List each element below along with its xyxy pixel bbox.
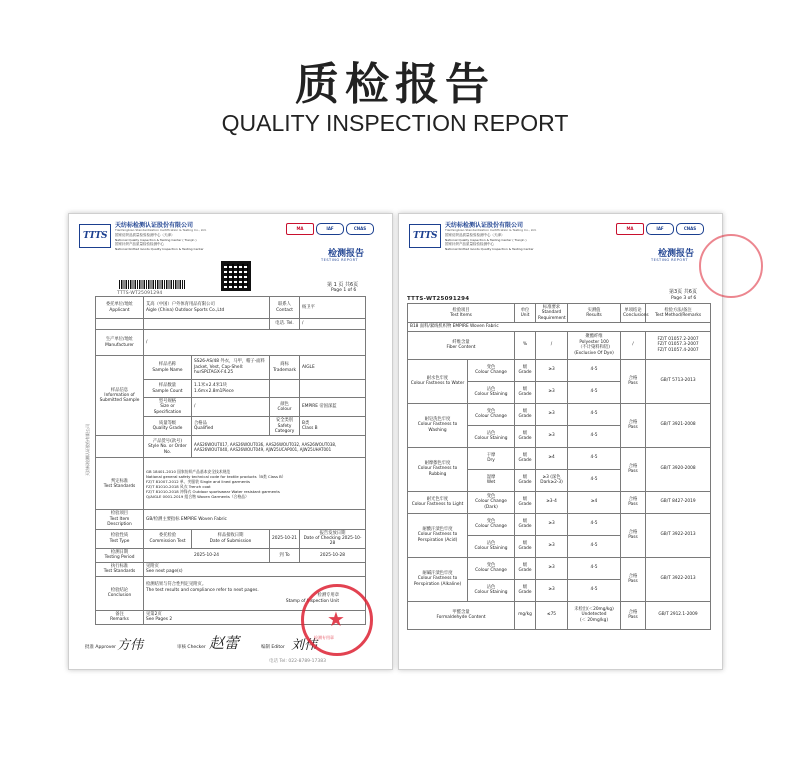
cell-unit: 级 Grade [515, 469, 536, 491]
style-no-label: 产品货号(款号) Style No. or Order No. [144, 436, 192, 458]
tel-label: 电话. Tel. [270, 319, 300, 330]
testing-period-to: 2025-10-28 [300, 548, 366, 562]
colour-value: EMPIRE 帝国深蓝 [300, 398, 366, 417]
accreditation-badges [616, 223, 702, 235]
col-results: 实测值 Results [568, 304, 621, 323]
contact-label: 联系人 Contact [270, 297, 300, 319]
manufacturer-label: 生产单位/地址 Manufacturer [96, 330, 144, 356]
cell-item: 纤维含量 Fiber Content [408, 331, 515, 359]
qr-code-pattern [224, 264, 248, 288]
cell-method: GB/T 3920-2008 [646, 447, 711, 491]
approver-signature: 方伟 [117, 638, 144, 653]
cell-result: 4-5 [568, 469, 621, 491]
cell-sub: 变色 Colour Change [468, 513, 515, 535]
testing-report-title: 检测报告 [657, 249, 694, 259]
testing-report-subtitle: TESTING REPORT [650, 258, 688, 262]
date-of-checking [300, 529, 366, 548]
hero-subtitle: QUALITY INSPECTION REPORT [221, 110, 569, 136]
cell-concl: 合格 Pass [621, 513, 646, 557]
cell-sub: 沾色 Colour Staining [468, 425, 515, 447]
cell-method: GB/T 8427-2019 [646, 491, 711, 513]
date-of-checking-label: 报告发放日期 Date of Checking [303, 530, 346, 542]
sample-count-value: 1.1米×2.4米1块 1.6m×2.8m1Piece [192, 380, 270, 398]
contact-value: 杨卫平 [300, 297, 366, 319]
cell-unit: 级 Grade [515, 425, 536, 447]
cell-result: 4-5 [568, 557, 621, 579]
exec-standards-value: 见附页 See next page(s) [144, 562, 366, 576]
cell-result: 4-5 [568, 447, 621, 469]
cell-concl: / [621, 331, 646, 359]
size-label: 型号规格 Size or Specification [144, 398, 192, 417]
cell-req: ≥3 [536, 403, 568, 425]
cell-item: 耐光色牢度 Colour Fastness to Light [408, 491, 468, 513]
test-item-value: GB/检测主要指标 EMPIRE Woven Fabric [144, 510, 366, 529]
org-line-1: 国家纺织品质量检验检测中心（天津） [115, 233, 175, 237]
report-number: TTTS-WT25091294 [407, 296, 470, 302]
col-conclusions: 单项结论 Conclusions [621, 304, 646, 323]
org-name-en: Tianfangbiao Standardization Certification & Testing Co., Ltd. [115, 228, 207, 232]
cnas-badge-icon: CNAS [346, 223, 374, 235]
table-row [408, 403, 711, 425]
cell-concl: 合格 Pass [621, 557, 646, 601]
size-value: / [192, 398, 270, 417]
hero-title: 质检报告 [295, 59, 495, 110]
report3-results-table [407, 303, 711, 630]
page-number-en: Page 3 of 6 [671, 296, 697, 301]
cell-req: ≥3 [536, 535, 568, 557]
phone-footer: 电话 Tel: 022-8789-17383 [269, 659, 326, 664]
test-item-label: 检验项目 Test Item Description [96, 510, 144, 529]
safety-category-value: B类 Class B [300, 417, 366, 436]
cell-concl: 合格 Pass [621, 491, 646, 513]
org-line-1: 国家纺织品质量检验检测中心（天津） [445, 233, 505, 237]
iaf-badge-icon: IAF [646, 223, 674, 235]
cell-item: 耐酸汗渍色牢度 Colour Fastness to Perspiration (Acid) [408, 513, 468, 557]
table-header-row [408, 304, 711, 323]
col-test-items: 检验项目 Test Items [408, 304, 515, 323]
manufacturer-value: / [144, 330, 366, 356]
table-row [408, 359, 711, 381]
ttts-logo: TTTS [79, 224, 111, 248]
org-name-en: Tianfangbiao Standardization Certification & Testing Co., Ltd. [445, 228, 537, 232]
remarks-value: 见第2页 See Pages 2 [144, 610, 366, 624]
cell-sub: 沾色 Colour Staining [468, 579, 515, 601]
test-type-value: 委托检验 Commission Test [144, 529, 192, 548]
cell-sub: 干摩 Dry [468, 447, 515, 469]
testing-period-label: 检测日期 Testing Period [96, 548, 144, 562]
sample-info-label: 样品信息 Information of Submitted Sample [96, 356, 144, 436]
editor-label: 编制 Editor [261, 645, 285, 650]
cell-unit: 级 Grade [515, 447, 536, 469]
sample-name-value: SS26-AS/48 外衣，马甲，帽子-面料 Jacket, Vest, Cap-Shell: hurSPLTAGX-F4.25 [192, 356, 270, 380]
cell-req: ≥3 [536, 381, 568, 403]
remarks-label: 备注 Remarks [96, 610, 144, 624]
org-line-3: 国家针织产品质量检验检测中心 [445, 242, 494, 246]
page-number-cn: 第3页 共6页 [669, 289, 697, 295]
cell-concl: 合格 Pass [621, 601, 646, 629]
cell-sub: 沾色 Colour Staining [468, 381, 515, 403]
cell-unit: % [515, 331, 536, 359]
col-standard: 标准要求 Standard Requirement [536, 304, 568, 323]
report-header [399, 214, 722, 274]
cnas-badge-icon: CNAS [676, 223, 704, 235]
ma-badge-icon: MA [286, 223, 314, 235]
cell-sub: 变色 Colour Change [468, 403, 515, 425]
table-row [408, 513, 711, 535]
table-row [408, 331, 711, 359]
cell-method: GB/T 3922-2013 [646, 557, 711, 601]
table-row [408, 491, 711, 513]
report1-table [95, 296, 366, 625]
cell-result: 聚酯纤维 Polyester 100 （不计染料和铝) (Exclusive Of Dye) [568, 331, 621, 359]
cell-item: 耐皂洗色牢度 Colour Fastness to Washing [408, 403, 468, 447]
approver-label: 批准 Approver [85, 645, 117, 650]
org-name-cn: 天纺标检测认证股份有限公司 [115, 222, 194, 229]
cell-unit: 级 Grade [515, 381, 536, 403]
cell-unit: 级 Grade [515, 513, 536, 535]
quality-grade-label: 质量等级 Quality Grade [144, 417, 192, 436]
ttts-logo: TTTS [409, 224, 441, 248]
trademark-value: AIGLE [300, 356, 366, 380]
cell-result: 4-5 [568, 579, 621, 601]
cell-unit: 级 Grade [515, 579, 536, 601]
date-of-submission-label: 样品接收日期 Date of Submission [192, 529, 270, 548]
report-page-1 [68, 213, 393, 670]
date-of-submission-value: 2025-10-21 [270, 529, 300, 548]
inspection-stamp-icon: ★ 检测专用章 [301, 584, 373, 656]
org-line-2: National Quality Inspection & Testing Center ( Tianjin ) [445, 238, 527, 242]
test-standards-label: 判定标准 Test Standards [96, 458, 144, 510]
tel-value: / [300, 319, 366, 330]
testing-period-to-label: 到 To [270, 548, 300, 562]
cell-result: 4-5 [568, 425, 621, 447]
testing-report-title: 检测报告 [327, 249, 364, 259]
cell-item: 耐碱汗渍色牢度 Colour Fastness to Perspiration (Alkaline) [408, 557, 468, 601]
cell-item: 耐摩擦色牢度 Colour Fastness to Rubbing [408, 447, 468, 491]
cell-result: 4-5 [568, 381, 621, 403]
date-of-checking-value: 2025-10-28 [329, 536, 362, 547]
safety-category-label: 安全类别 Safety Category [270, 417, 300, 436]
cell-sub: 沾色 Colour Staining [468, 535, 515, 557]
quality-grade-value: 合格品 Qualified [192, 417, 270, 436]
org-name-cn: 天纺标检测认证股份有限公司 [445, 222, 524, 229]
page-number-cn: 第 1 页 共6页 [327, 282, 359, 288]
col-unit: 单位 Unit [515, 304, 536, 323]
cell-unit: 级 Grade [515, 359, 536, 381]
cell-req: ≥3 [536, 513, 568, 535]
cell-sub: 湿摩 Wet [468, 469, 515, 491]
cell-method: GB/T 2912.1-2009 [646, 601, 711, 629]
testing-period-from: 2025-10-24 [144, 548, 270, 562]
cell-req: ≥3-4 [536, 491, 568, 513]
cell-concl: 合格 Pass [621, 403, 646, 447]
cell-unit: 级 Grade [515, 491, 536, 513]
org-line-4: National Knitted Goods Quality Inspection & Testing Center [115, 247, 204, 251]
cell-unit: mg/kg [515, 601, 536, 629]
applicant-label: 委托单位/地址 Applicant [96, 297, 144, 319]
cell-req: / [536, 331, 568, 359]
cell-sub: 变色 Colour Change (Dark) [468, 491, 515, 513]
ma-badge-icon: MA [616, 223, 644, 235]
trademark-label: 商标 Trademark [270, 356, 300, 380]
cell-sub: 变色 Colour Change [468, 359, 515, 381]
testing-report-subtitle: TESTING REPORT [320, 258, 358, 262]
seal-label: 检测专用章 Stamp of Inspection Unit [285, 593, 340, 604]
cell-req: ≥3 [536, 359, 568, 381]
col-method: 检验方法/备注 Test Method/Remarks [646, 304, 711, 323]
cell-result: ≥4 [568, 491, 621, 513]
conclusion-value: 检测结果与符合性判定见附页。 The test results and compliance refer to next pages. [146, 582, 259, 593]
cell-result: 4-5 [568, 513, 621, 535]
test-type-label: 检验性质 Test Type [96, 529, 144, 548]
cell-method: GB/T 5713-2013 [646, 359, 711, 403]
org-line-4: National Knitted Goods Quality Inspection & Testing Center [445, 247, 534, 251]
colour-label: 颜色 Colour [270, 398, 300, 417]
cell-unit: 级 Grade [515, 403, 536, 425]
cell-method: FZ/T 01057.2-2007 FZ/T 01057.3-2007 FZ/T 01057.4-2007 [646, 331, 711, 359]
accreditation-badges [286, 223, 372, 235]
cell-req: ≥3 [536, 557, 568, 579]
test-standards-value: GB 18401-2010 国家纺织产品基本安全技术规范 National general safety technical code for textile products（B类 Class B） FZ/T 81007-2012 单、夹服装 Single and lined garments FZ/T 81010-2018 风衣 Trench coat FZ/T 81010-2018 冲锋衣 Outdoor sportswear Water resistant garments Q/AIGLE 0001-2019 组合物 Woven Garments（合格品） [144, 458, 366, 510]
conclusion-label: 检验结论 Conclusion [96, 576, 144, 610]
cell-unit: 级 Grade [515, 535, 536, 557]
table-row [408, 557, 711, 579]
corner-stamp-icon [699, 234, 763, 298]
sample-name-label: 样品名称 Sample Name [144, 356, 192, 380]
editor-signature: 刘伟 [291, 638, 318, 653]
org-line-3: 国家针织产品质量检验检测中心 [115, 242, 164, 246]
style-no-value: AAS26WOUT017, AAS26WOUT036, AAS26WOUT032, AAS26WOUT038, AAS26WOUT040, AAS26WOUT049, AJW25UCAP001, AJW25UHAT001 [192, 436, 366, 458]
cell-req: ≥4 [536, 447, 568, 469]
cell-method: GB/T 3921-2008 [646, 403, 711, 447]
cell-method: GB/T 3922-2013 [646, 513, 711, 557]
iaf-badge-icon: IAF [316, 223, 344, 235]
report-page-3 [398, 213, 723, 670]
cell-result: 未检出(＜20mg/kg) Undetected (＜ 20mg/kg) [568, 601, 621, 629]
applicant-value: 艾高（中国）户外体育用品有限公司 Aigle (China) Outdoor Sports Co.,Ltd [144, 297, 270, 319]
cell-item: 耐水色牢度 Colour Fastness to Water [408, 359, 468, 403]
cell-result: 4-5 [568, 403, 621, 425]
sample-row: B18 面料/紧线机织物 EMPIRE Woven Fabric [408, 323, 711, 331]
cell-req: ≥3 [536, 425, 568, 447]
results-body [408, 331, 711, 629]
cell-result: 4-5 [568, 359, 621, 381]
barcode-icon [119, 280, 185, 289]
exec-standards-label: 执行标准 Test Standards [96, 562, 144, 576]
cell-unit: 级 Grade [515, 557, 536, 579]
cell-result: 4-5 [568, 535, 621, 557]
table-row [408, 601, 711, 629]
cell-req: ≥3 (深色Dark≥2-3) [536, 469, 568, 491]
side-note: 天纺标检测认证股份有限公司 [85, 424, 90, 476]
cell-sub: 变色 Colour Change [468, 557, 515, 579]
cell-item: 甲醛含量 Formaldehyde Content [408, 601, 515, 629]
cell-req: ≥3 [536, 579, 568, 601]
page-number-en: Page 1 of 6 [331, 288, 357, 293]
sample-count-label: 样品数量 Sample Count [144, 380, 192, 398]
cell-concl: 合格 Pass [621, 447, 646, 491]
checker-label: 审核 Checker [177, 645, 206, 650]
checker-signature: 赵蕾 [209, 634, 240, 652]
table-row [408, 447, 711, 469]
cell-concl: 合格 Pass [621, 359, 646, 403]
cell-req: ≤75 [536, 601, 568, 629]
org-line-2: National Quality Inspection & Testing Center ( Tianjin ) [115, 238, 197, 242]
barcode-text: TTTS-WT25091294 [117, 291, 163, 296]
